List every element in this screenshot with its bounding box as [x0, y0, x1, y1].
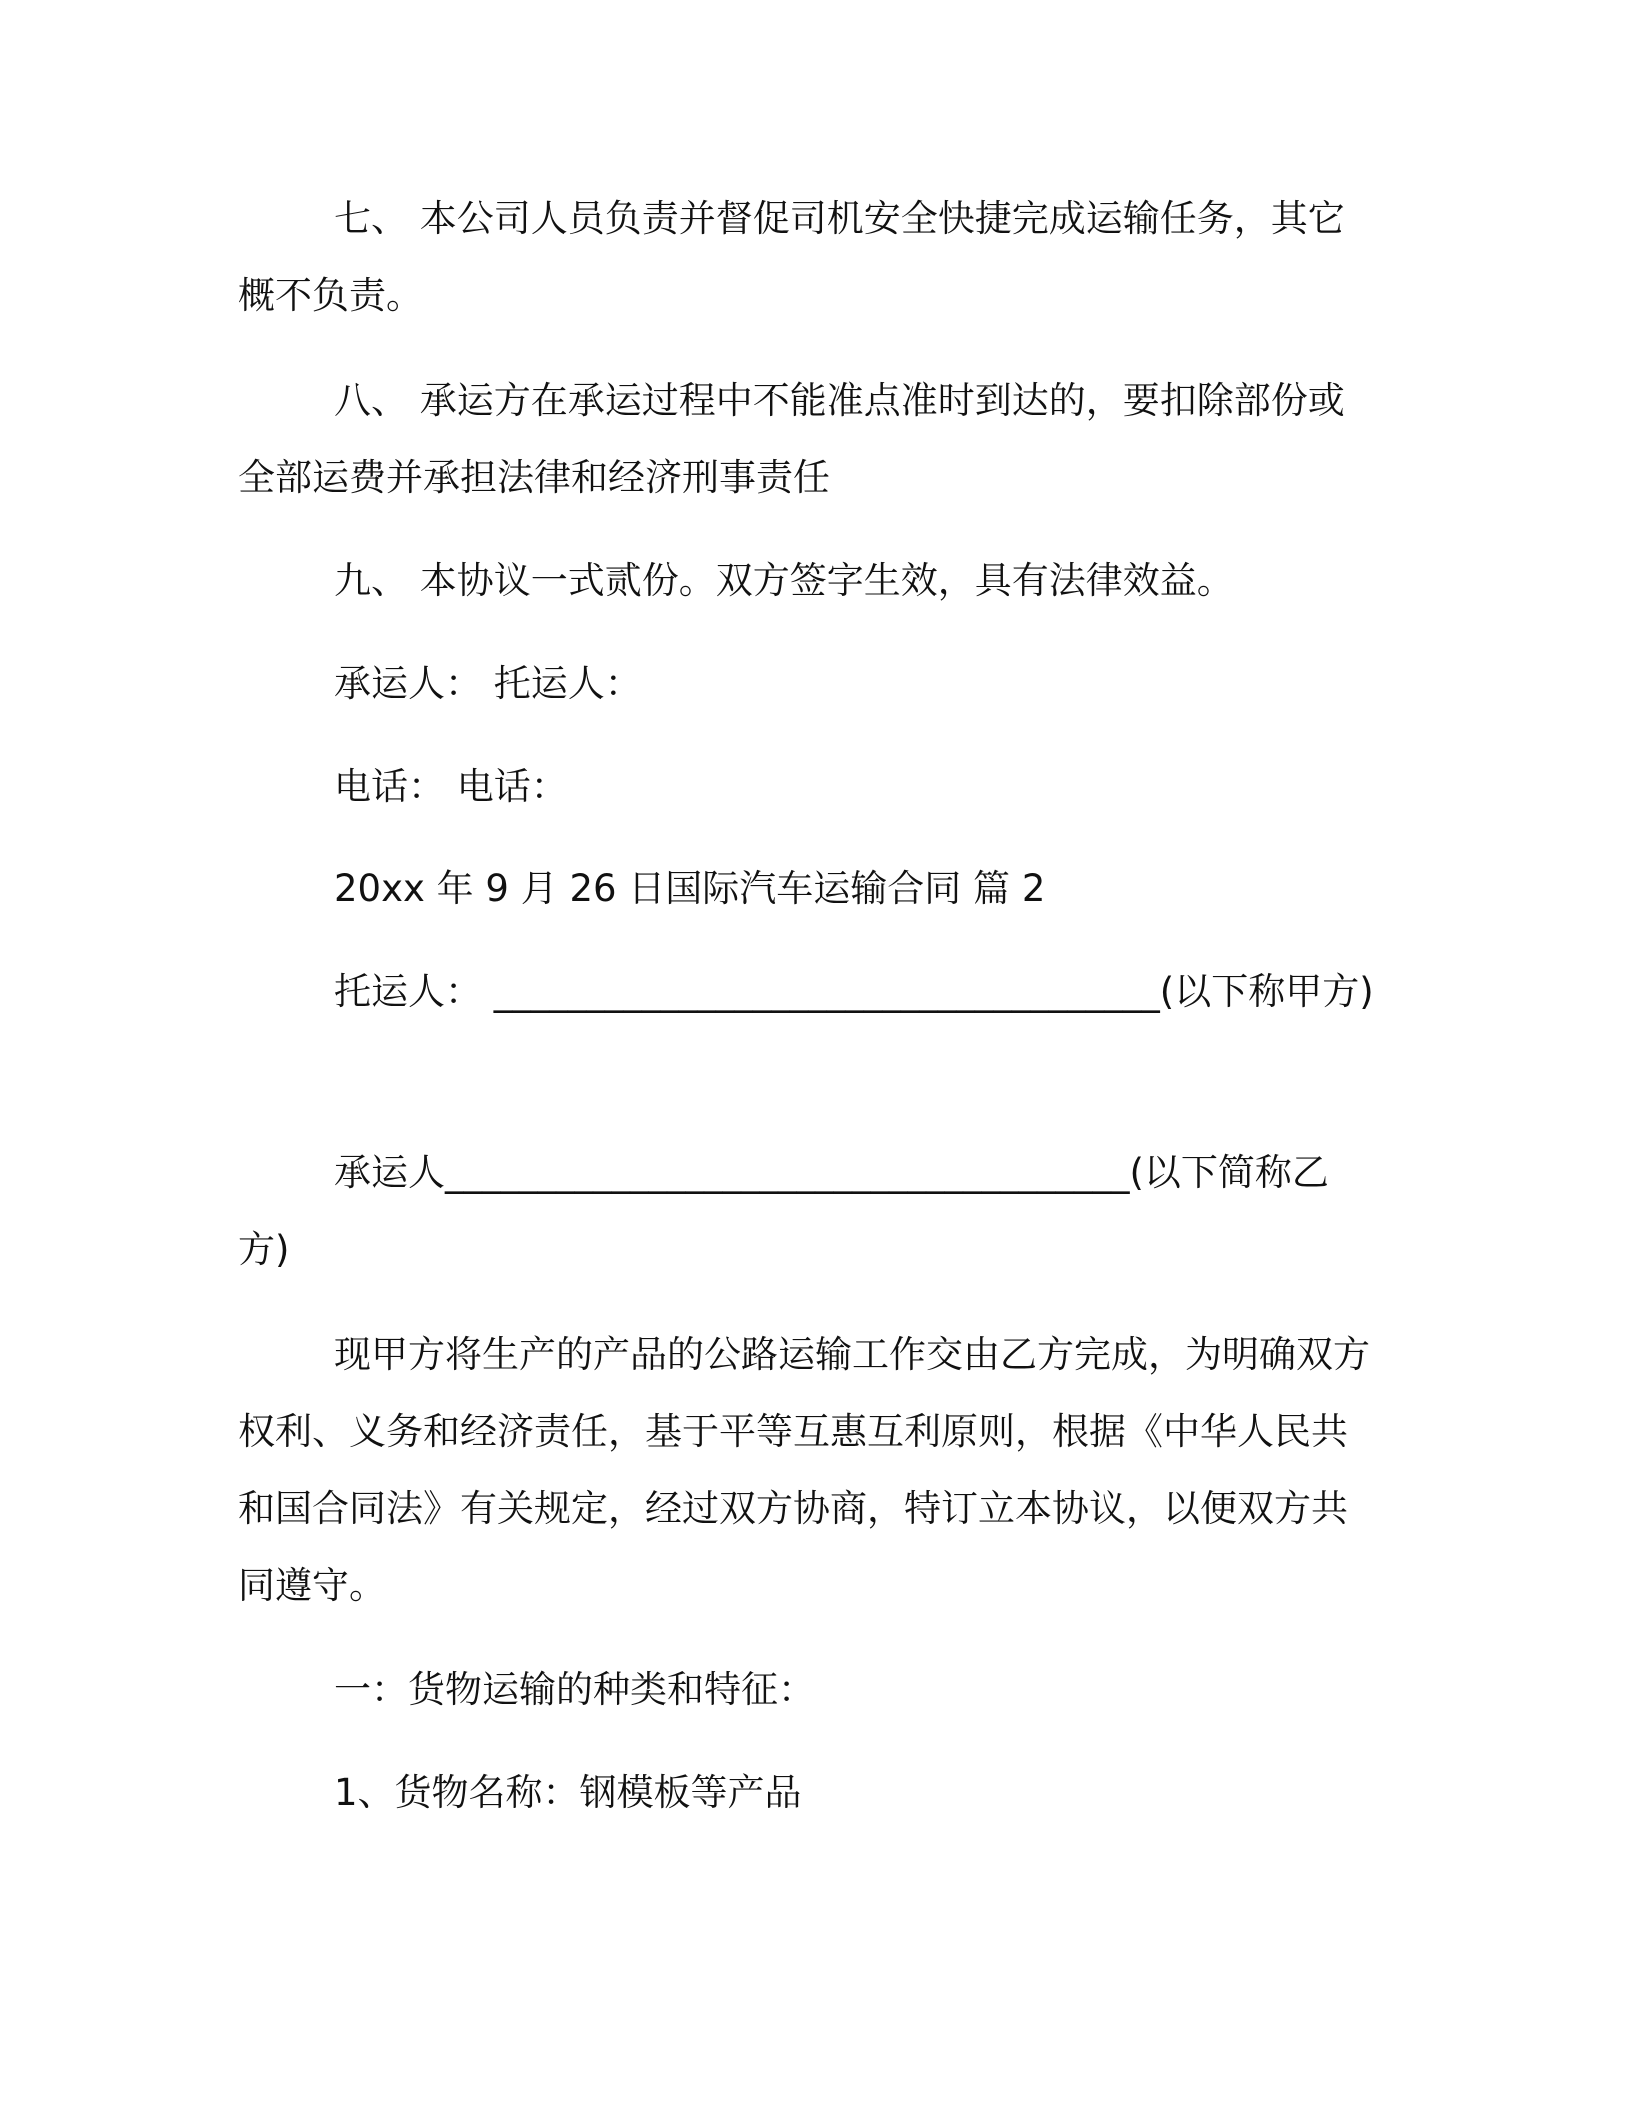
goods-name-line: 1、货物名称：钢模板等产品 — [334, 1771, 802, 1814]
signature-parties-line: 承运人： 托运人： — [334, 662, 642, 705]
section-1-heading: 一：货物运输的种类和特征： — [334, 1668, 815, 1711]
shipper-line: 托运人： ____________________________________(以下称甲方) — [334, 970, 1374, 1013]
phone-line: 电话： 电话： — [334, 765, 568, 808]
date-and-contract-title: 20xx 年 9 月 26 日国际汽车运输合同 篇 2 — [334, 867, 1046, 910]
preamble-paragraph: 现甲方将生产的产品的公路运输工作交由乙方完成，为明确双方权利、义务和经济责任，基于平等互惠互利原则，根据《中华人民共和国合同法》有关规定，经过双方协商，特订立本协议，以便双方共同遵守。 — [238, 1333, 1370, 1607]
paragraph-clause-7: 七、 本公司人员负责并督促司机安全快捷完成运输任务，其它概不负责。 — [238, 197, 1345, 317]
paragraph-clause-9: 九、 本协议一式贰份。双方签字生效，具有法律效益。 — [334, 559, 1234, 602]
paragraph-clause-8: 八、 承运方在承运过程中不能准点准时到达的，要扣除部份或全部运费并承担法律和经济刑事责任 — [238, 379, 1345, 499]
carrier-line: 承运人_____________________________________(以下简称乙方) — [238, 1151, 1329, 1271]
